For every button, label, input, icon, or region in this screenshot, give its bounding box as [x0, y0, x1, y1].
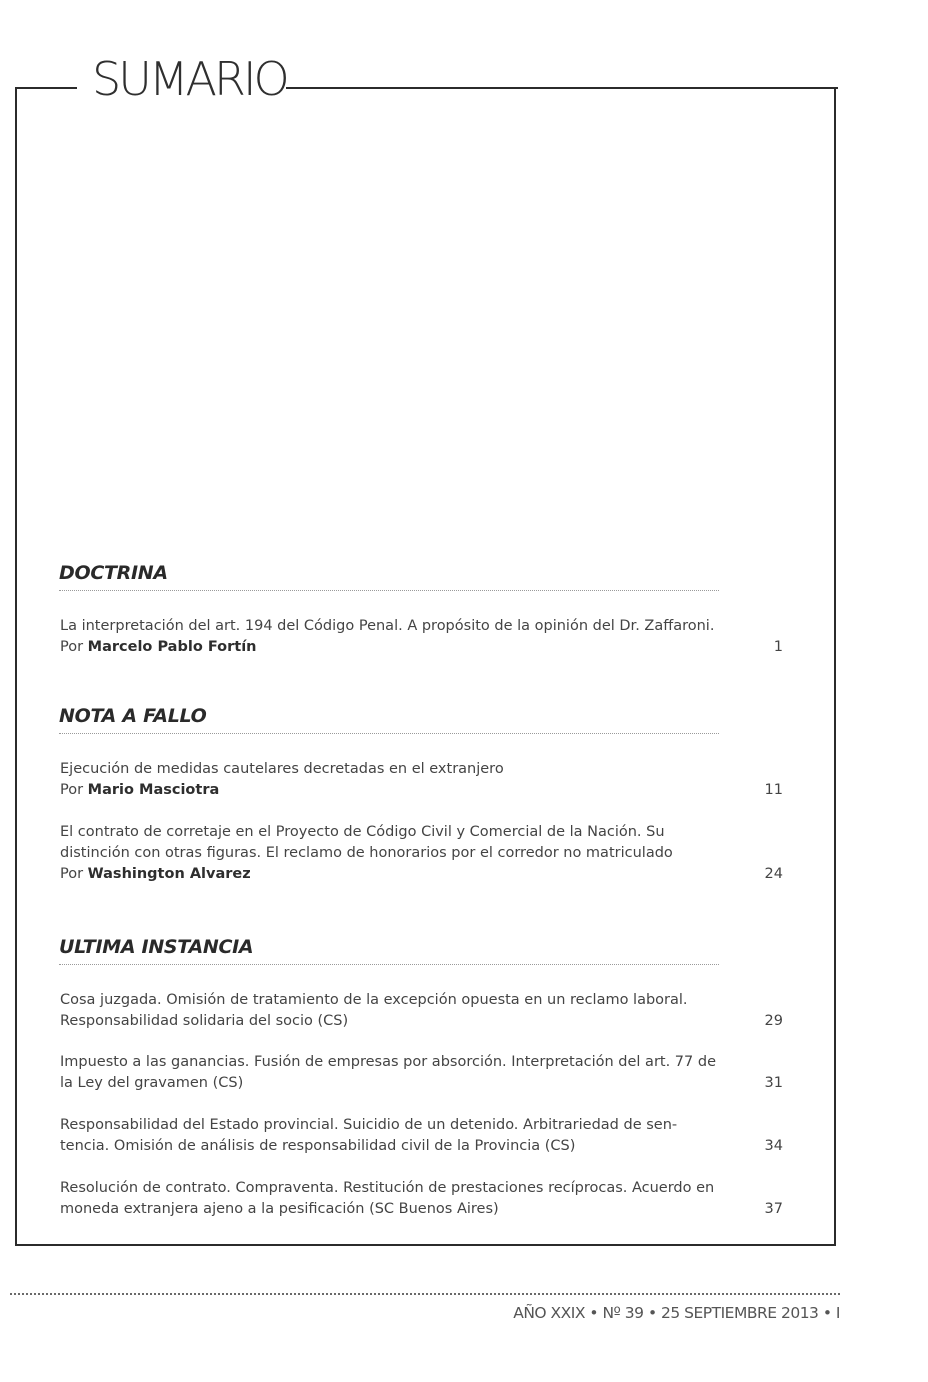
page-number: 37	[764, 1201, 783, 1217]
author-prefix: Por	[60, 866, 84, 882]
entry-title: Impuesto a las ganancias. Fusión de empresas por absorción. Interpretación del art. 77 de la Ley del gravamen (CS)	[60, 1054, 716, 1091]
entry-title: Responsabilidad del Estado provincial. Suicidio de un detenido. Arbitrariedad de sen-tencia. Omisión de análisis de responsabilidad civil de la Provincia (CS)	[60, 1117, 678, 1154]
issue-line: AÑO XXIX • Nº 39 • 25 SEPTIEMBRE 2013 • I	[513, 1304, 840, 1322]
title-rule-left	[15, 87, 77, 89]
section-heading-ultima-instancia: ULTIMA INSTANCIA	[59, 936, 254, 958]
toc-entry[interactable]	[60, 1178, 785, 1220]
toc-entry[interactable]	[60, 1115, 785, 1157]
toc-entry[interactable]	[60, 822, 785, 885]
section-divider	[59, 590, 719, 591]
page-number: 24	[764, 866, 783, 882]
toc-entry[interactable]	[60, 759, 785, 801]
author-prefix: Por	[60, 639, 84, 655]
author-name: Mario Masciotra	[87, 782, 220, 798]
entry-title: El contrato de corretaje en el Proyecto de Código Civil y Comercial de la Nación. Su distinción con otras figuras. El reclamo de honorarios por el corredor no matriculado	[60, 824, 673, 861]
entry-author-line	[60, 637, 722, 658]
title-rule-right	[286, 87, 838, 89]
entry-author-line	[60, 864, 722, 885]
page-number: 29	[764, 1013, 783, 1029]
entry-author-line	[60, 780, 722, 801]
toc-entry[interactable]	[60, 990, 785, 1032]
section-heading-nota-a-fallo: NOTA A FALLO	[59, 705, 207, 727]
entry-title: Ejecución de medidas cautelares decretadas en el extranjero	[60, 761, 504, 777]
section-divider	[59, 733, 719, 734]
page-number: 34	[764, 1138, 783, 1154]
section-divider	[59, 964, 719, 965]
toc-entry[interactable]	[60, 1052, 785, 1094]
author-name: Marcelo Pablo Fortín	[87, 639, 257, 655]
entry-title: La interpretación del art. 194 del Código Penal. A propósito de la opinión del Dr. Zaffaroni.	[60, 618, 715, 634]
author-prefix: Por	[60, 782, 84, 798]
entry-title: Resolución de contrato. Compraventa. Restitución de prestaciones recíprocas. Acuerdo en moneda extranjera ajeno a la pesificación (SC Buenos Aires)	[60, 1180, 715, 1217]
section-heading-doctrina: DOCTRINA	[59, 562, 168, 584]
entry-title: Cosa juzgada. Omisión de tratamiento de la excepción opuesta en un reclamo laboral. Responsabilidad solidaria del socio (CS)	[60, 992, 688, 1029]
page-number: 11	[764, 782, 783, 798]
footer-divider	[10, 1293, 840, 1295]
author-name: Washington Alvarez	[87, 866, 251, 882]
page-title: SUMARIO	[92, 52, 287, 106]
toc-entry[interactable]	[60, 616, 785, 658]
page-number: 1	[773, 639, 783, 655]
page-number: 31	[764, 1075, 783, 1091]
